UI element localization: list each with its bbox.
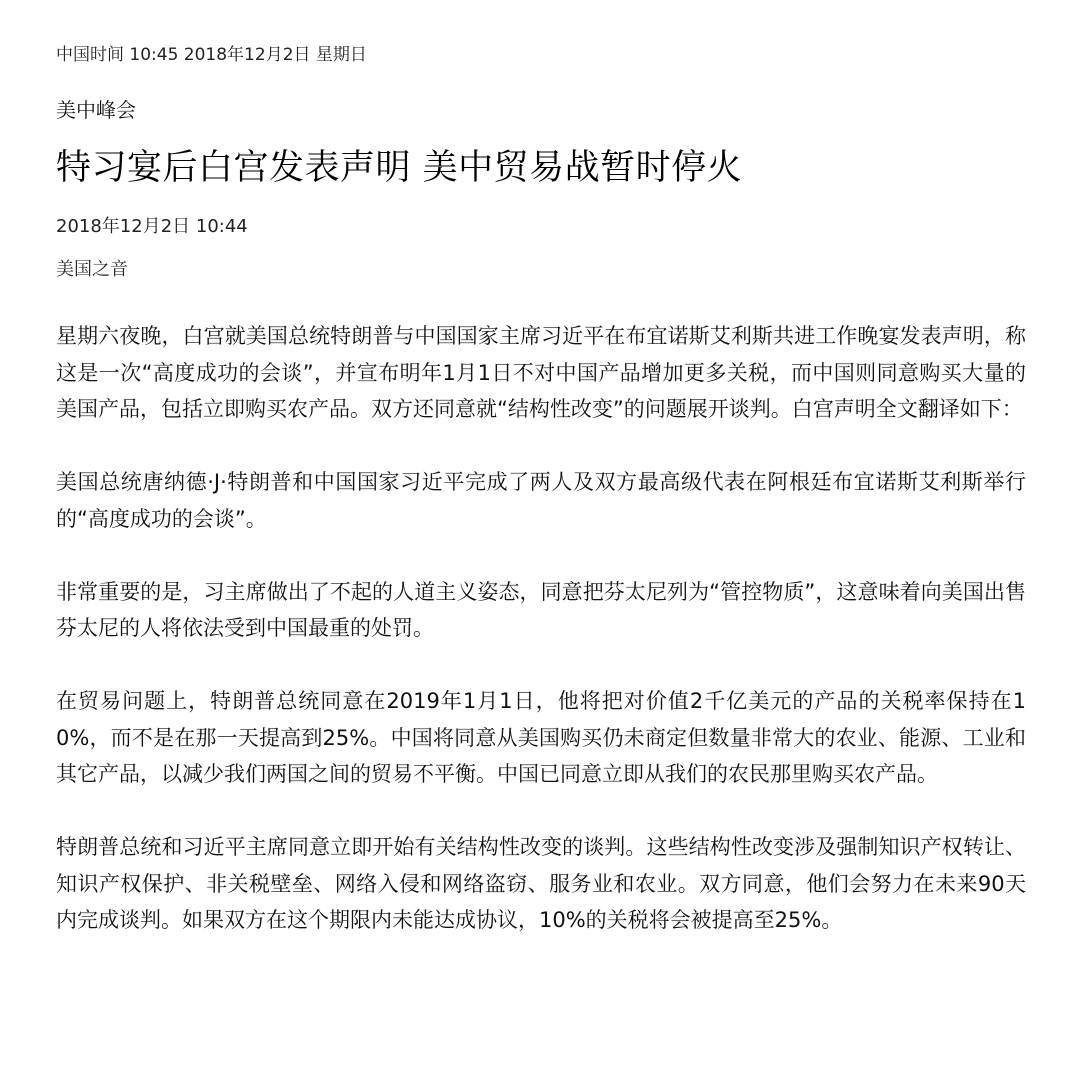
paragraph: 特朗普总统和习近平主席同意立即开始有关结构性改变的谈判。这些结构性改变涉及强制知识产权转让、知识产权保护、非关税壁垒、网络入侵和网络盗窃、服务业和农业。双方同意，他们会努力在未来90天内完成谈判。如果双方在这个期限内未能达成协议，10%的关税将会被提高至25%。	[56, 835, 1026, 932]
paragraph: 在贸易问题上，特朗普总统同意在2019年1月1日，他将把对价值2千亿美元的产品的关税率保持在10%，而不是在那一天提高到25%。中国将同意从美国购买仍未商定但数量非常大的农业、能源、工业和其它产品，以减少我们两国之间的贸易不平衡。中国已同意立即从我们的农民那里购买农产品。	[56, 689, 1026, 786]
article-body	[56, 318, 1026, 975]
paragraph: 星期六夜晚，白宫就美国总统特朗普与中国国家主席习近平在布宜诺斯艾利斯共进工作晚宴发表声明，称这是一次“高度成功的会谈”，并宣布明年1月1日不对中国产品增加更多关税，而中国则同意购买大量的美国产品，包括立即购买农产品。双方还同意就“结构性改变”的问题展开谈判。白宫声明全文翻译如下：	[56, 324, 1026, 421]
timestamp-line: 中国时间 10:45 2018年12月2日 星期日	[56, 45, 367, 65]
article-headline: 特习宴后白宫发表声明 美中贸易战暂时停火	[56, 148, 743, 188]
section-label[interactable]: 美中峰会	[56, 98, 136, 122]
paragraph: 非常重要的是，习主席做出了不起的人道主义姿态，同意把芬太尼列为“管控物质”，这意味着向美国出售芬太尼的人将依法受到中国最重的处罚。	[56, 579, 1026, 640]
article-source: 美国之音	[56, 259, 128, 280]
publish-date: 2018年12月2日 10:44	[56, 216, 248, 237]
paragraph: 美国总统唐纳德·J·特朗普和中国国家习近平完成了两人及双方最高级代表在阿根廷布宜诺斯艾利斯举行的“高度成功的会谈”。	[56, 470, 1026, 531]
